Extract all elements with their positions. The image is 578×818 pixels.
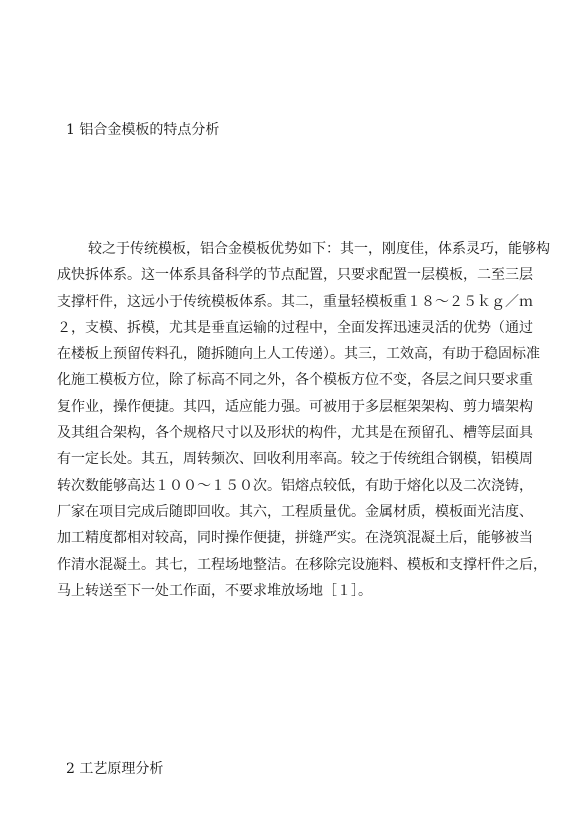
paragraph-line: 在楼板上预留传料孔，随拆随向上人工传递）。其三，工效高，有助于稳固标准 [57, 346, 540, 363]
paragraph-line: 成快拆体系。这一体系具备科学的节点配置，只要求配置一层模板，二至三层 [57, 267, 533, 284]
paragraph-line: 加工精度都相对较高，同时操作便捷，拼缝严实。在浇筑混凝土后，能够被当 [57, 530, 533, 547]
paragraph-line: 及其组合架构，各个规格尺寸以及形状的构件，尤其是在预留孔、槽等层面具 [57, 425, 533, 442]
paragraph-line: 有一定长处。其五，周转频次、回收利用率高。较之于传统组合钢模，铝模周 [57, 451, 533, 468]
paragraph-line: 马上转送至下一处工作面，不要求堆放场地［１］。 [57, 582, 372, 599]
paragraph-line: ２，支模、拆模，尤其是垂直运输的过程中，全面发挥迅速灵活的优势（通过 [57, 319, 533, 336]
paragraph-line: 厂家在项目完成后随即回收。其六，工程质量优。金属材质，模板面光洁度、 [57, 503, 533, 520]
paragraph-line: 作清水混凝土。其七，工程场地整洁。在移除完设施料、模板和支撑杆件之后， [57, 556, 547, 573]
section-1-paragraph [57, 236, 550, 604]
section-1-heading: 1 铝合金模板的特点分析 [66, 122, 220, 138]
paragraph-line: 支撑杆件，这远小于传统模板体系。其二，重量轻模板重１８～２５ｋｇ／ｍ [57, 293, 533, 310]
paragraph-line: 化施工模板方位，除了标高不同之外，各个模板方位不变，各层之间只要求重 [57, 372, 533, 389]
paragraph-line: 复作业，操作便捷。其四，适应能力强。可被用于多层框架架构、剪力墙架构 [57, 398, 533, 415]
paragraph-line: 较之于传统模板，铝合金模板优势如下：其一，刚度佳，体系灵巧，能够构 [88, 241, 550, 257]
section-2-heading: 2 工艺原理分析 [66, 761, 164, 777]
paragraph-line: 转次数能够高达１００～１５０次。铝熔点较低，有助于熔化以及二次浇铸， [57, 477, 533, 494]
